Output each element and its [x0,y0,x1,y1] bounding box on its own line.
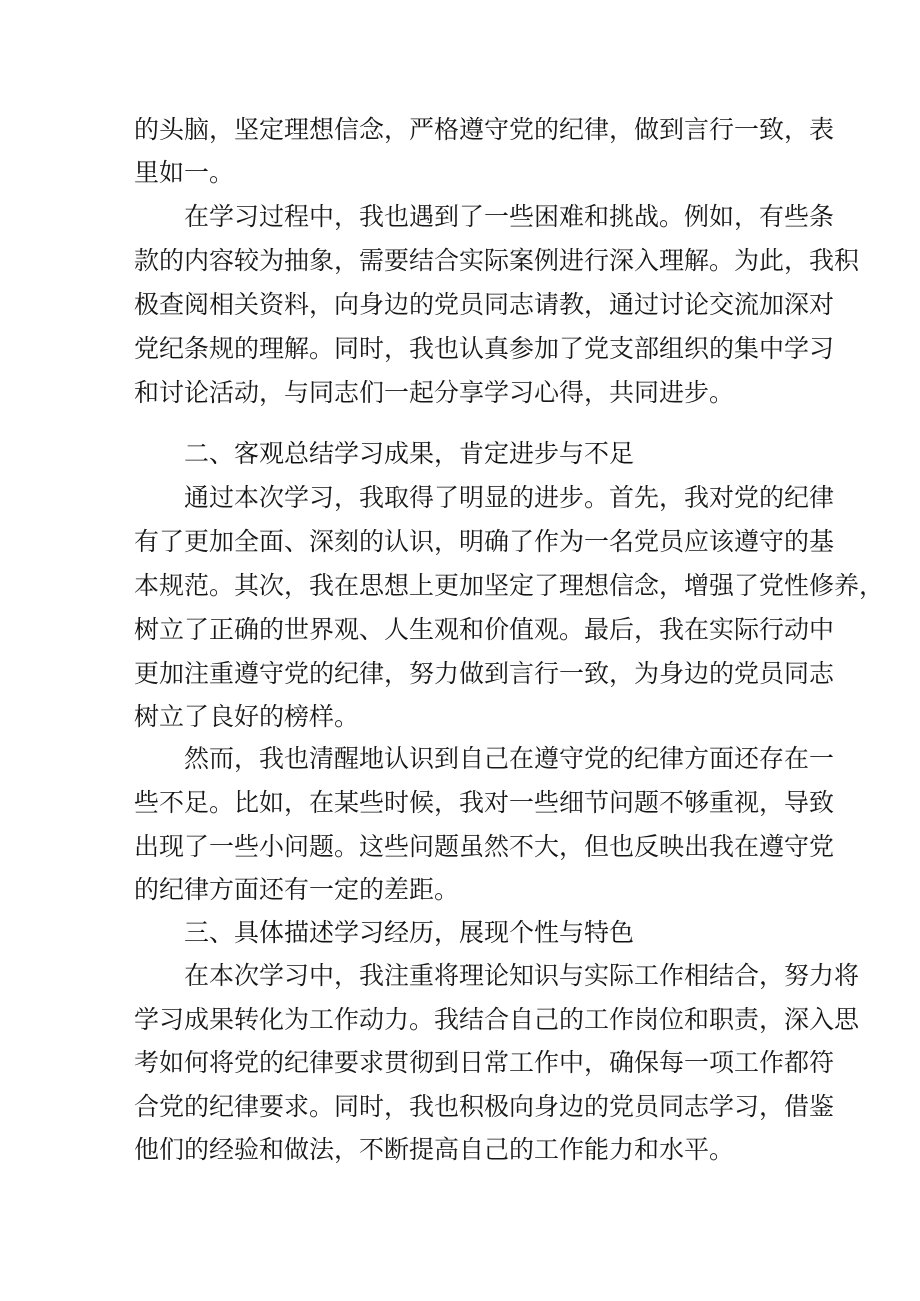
paragraph-line: 在本次学习中，我注重将理论知识与实际工作相结合，努力将 [184,961,860,990]
paragraph-line: 有了更加全面、深刻的认识，明确了作为一名党员应该遵守的基 [134,527,835,556]
paragraph-line: 里如一。 [134,158,235,187]
paragraph-line: 和讨论活动，与同志们一起分享学习心得，共同进步。 [134,378,735,407]
paragraph-line: 树立了良好的榜样。 [134,702,360,731]
paragraph-line: 出现了一些小问题。这些问题虽然不大，但也反映出我在遵守党 [134,832,835,861]
paragraph-line: 党纪条规的理解。同时，我也认真参加了党支部组织的集中学习 [134,334,835,363]
paragraph-line: 树立了正确的世界观、人生观和价值观。最后，我在实际行动中 [134,615,835,644]
section-heading: 二、客观总结学习成果，肯定进步与不足 [184,439,635,468]
paragraph-line: 通过本次学习，我取得了明显的进步。首先，我对党的纪律 [184,483,835,512]
paragraph-line: 些不足。比如，在某些时候，我对一些细节问题不够重视，导致 [134,788,835,817]
paragraph-line: 更加注重遵守党的纪律，努力做到言行一致，为身边的党员同志 [134,659,835,688]
paragraph-line: 极查阅相关资料，向身边的党员同志请教，通过讨论交流加深对 [134,290,835,319]
paragraph-line: 的头脑，坚定理想信念，严格遵守党的纪律，做到言行一致，表 [134,115,835,144]
paragraph-line: 然而，我也清醒地认识到自己在遵守党的纪律方面还存在一 [184,744,835,773]
paragraph-line: 考如何将党的纪律要求贯彻到日常工作中，确保每一项工作都符 [134,1048,835,1077]
paragraph-line: 本规范。其次，我在思想上更加坚定了理想信念，增强了党性修养， [134,571,885,600]
paragraph-line: 他们的经验和做法，不断提高自己的工作能力和水平。 [134,1135,735,1164]
paragraph-line: 的纪律方面还有一定的差距。 [134,875,460,904]
paragraph-line: 在学习过程中，我也遇到了一些困难和挑战。例如，有些条 [184,202,835,231]
paragraph-line: 款的内容较为抽象，需要结合实际案例进行深入理解。为此，我积 [134,246,860,275]
section-heading: 三、具体描述学习经历，展现个性与特色 [184,918,635,947]
paragraph-line: 合党的纪律要求。同时，我也积极向身边的党员同志学习，借鉴 [134,1092,835,1121]
paragraph-line: 学习成果转化为工作动力。我结合自己的工作岗位和职责，深入思 [134,1005,860,1034]
